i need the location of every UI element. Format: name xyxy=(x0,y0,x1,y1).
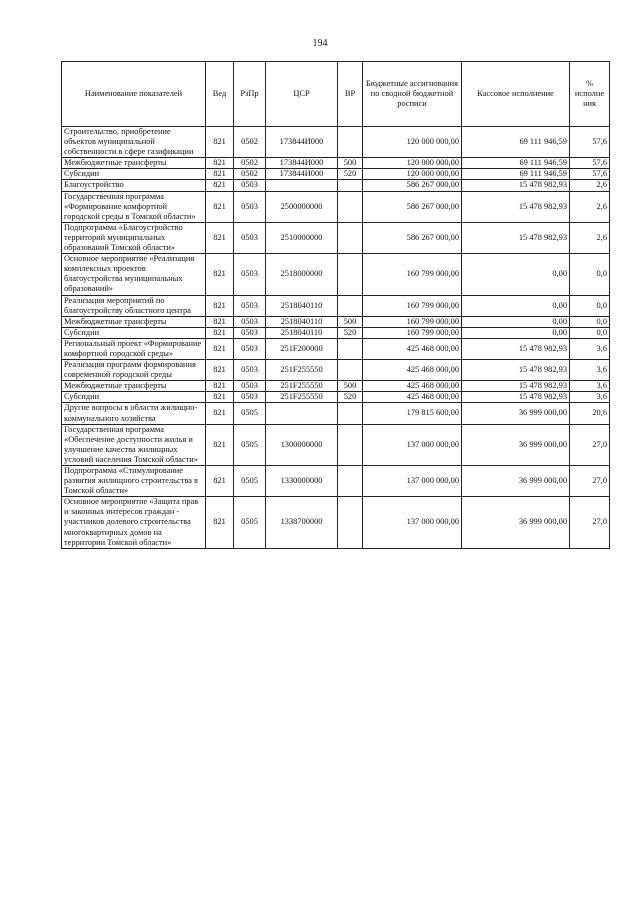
table-row xyxy=(62,327,610,338)
cell-exec: 36 999 000,00 xyxy=(462,424,570,465)
table-row xyxy=(62,158,610,169)
header-vr: ВР xyxy=(338,62,363,127)
cell-pct: 0,0 xyxy=(570,254,610,295)
cell-plan: 425 468 000,00 xyxy=(363,392,462,403)
cell-exec: 15 478 982,93 xyxy=(462,360,570,381)
cell-exec: 0,00 xyxy=(462,254,570,295)
cell-name: Строительство, приобретение объектов муниципальной собственности в сфере газификации xyxy=(62,127,206,158)
cell-rzpr: 0503 xyxy=(234,338,266,359)
cell-csr: 2518000000 xyxy=(266,254,338,295)
cell-plan: 137 000 000,00 xyxy=(363,424,462,465)
cell-vr xyxy=(338,360,363,381)
cell-vr: 500 xyxy=(338,158,363,169)
cell-csr: 1338700000 xyxy=(266,497,338,548)
table-row xyxy=(62,254,610,295)
cell-plan: 137 000 000,00 xyxy=(363,466,462,497)
table-row xyxy=(62,169,610,180)
cell-exec: 36 999 000,00 xyxy=(462,466,570,497)
cell-exec: 36 999 000,00 xyxy=(462,497,570,548)
cell-vr xyxy=(338,254,363,295)
cell-vr xyxy=(338,338,363,359)
table-row xyxy=(62,127,610,158)
cell-name: Государственная программа «Обеспечение доступности жилья и улучшение качества жилищных условий населения Томской области» xyxy=(62,424,206,465)
cell-name: Подпрограмма «Благоустройство территорий муниципальных образований Томской области» xyxy=(62,222,206,253)
cell-rzpr: 0503 xyxy=(234,191,266,222)
cell-pct: 0,0 xyxy=(570,316,610,327)
header-rzpr: РзПр xyxy=(234,62,266,127)
cell-rzpr: 0505 xyxy=(234,403,266,424)
cell-name: Межбюджетные трансферты xyxy=(62,381,206,392)
cell-pct: 3,6 xyxy=(570,392,610,403)
cell-pct: 2,6 xyxy=(570,191,610,222)
header-csr: ЦСР xyxy=(266,62,338,127)
cell-ved: 821 xyxy=(206,466,234,497)
cell-name: Благоустройство xyxy=(62,180,206,191)
cell-ved: 821 xyxy=(206,180,234,191)
cell-ved: 821 xyxy=(206,316,234,327)
cell-name: Государственная программа «Формирование комфортной городской среды в Томской области» xyxy=(62,191,206,222)
table-row xyxy=(62,316,610,327)
cell-exec: 15 478 982,93 xyxy=(462,191,570,222)
cell-exec: 0,00 xyxy=(462,295,570,316)
cell-exec: 0,00 xyxy=(462,316,570,327)
cell-ved: 821 xyxy=(206,424,234,465)
cell-rzpr: 0505 xyxy=(234,466,266,497)
cell-csr: 2518040110 xyxy=(266,295,338,316)
cell-vr xyxy=(338,127,363,158)
cell-exec: 69 111 946,59 xyxy=(462,169,570,180)
cell-csr: 251F255550 xyxy=(266,360,338,381)
cell-vr xyxy=(338,191,363,222)
cell-vr xyxy=(338,424,363,465)
table-row xyxy=(62,392,610,403)
cell-plan: 425 468 000,00 xyxy=(363,338,462,359)
cell-exec: 15 478 982,93 xyxy=(462,180,570,191)
cell-pct: 2,6 xyxy=(570,180,610,191)
cell-vr xyxy=(338,403,363,424)
header-name: Наименование показателей xyxy=(62,62,206,127)
cell-plan: 137 000 000,00 xyxy=(363,497,462,548)
cell-name: Реализация программ формирования современной городской среды xyxy=(62,360,206,381)
cell-plan: 586 267 000,00 xyxy=(363,191,462,222)
cell-ved: 821 xyxy=(206,327,234,338)
table-row xyxy=(62,360,610,381)
cell-exec: 15 478 982,93 xyxy=(462,381,570,392)
cell-pct: 20,6 xyxy=(570,403,610,424)
cell-pct: 0,0 xyxy=(570,327,610,338)
cell-rzpr: 0505 xyxy=(234,424,266,465)
cell-rzpr: 0505 xyxy=(234,497,266,548)
cell-exec: 69 111 946,59 xyxy=(462,127,570,158)
cell-rzpr: 0503 xyxy=(234,392,266,403)
cell-rzpr: 0503 xyxy=(234,360,266,381)
cell-pct: 57,6 xyxy=(570,169,610,180)
cell-vr xyxy=(338,295,363,316)
cell-ved: 821 xyxy=(206,254,234,295)
cell-plan: 586 267 000,00 xyxy=(363,222,462,253)
table-header-row xyxy=(62,62,610,127)
cell-ved: 821 xyxy=(206,360,234,381)
header-ved: Вед xyxy=(206,62,234,127)
cell-vr xyxy=(338,180,363,191)
cell-csr: 2510000000 xyxy=(266,222,338,253)
cell-pct: 27,0 xyxy=(570,424,610,465)
cell-ved: 821 xyxy=(206,222,234,253)
cell-csr: 2518040110 xyxy=(266,327,338,338)
cell-exec: 15 478 982,93 xyxy=(462,392,570,403)
cell-ved: 821 xyxy=(206,295,234,316)
table-row xyxy=(62,222,610,253)
cell-csr: 251F255550 xyxy=(266,381,338,392)
header-plan: Бюджетные ассигнования по сводной бюджетной росписи xyxy=(363,62,462,127)
table-row xyxy=(62,424,610,465)
cell-pct: 0,0 xyxy=(570,295,610,316)
cell-pct: 27,0 xyxy=(570,497,610,548)
cell-rzpr: 0503 xyxy=(234,180,266,191)
cell-exec: 36 999 000,00 xyxy=(462,403,570,424)
cell-csr: 251F200000 xyxy=(266,338,338,359)
cell-csr: 173844И000 xyxy=(266,169,338,180)
cell-name: Субсидии xyxy=(62,169,206,180)
cell-name: Основное мероприятие «Защита прав и законных интересов граждан - участников долевого строительства многоквартирных домов на территории Томской области» xyxy=(62,497,206,548)
cell-ved: 821 xyxy=(206,497,234,548)
cell-rzpr: 0503 xyxy=(234,381,266,392)
cell-pct: 57,6 xyxy=(570,127,610,158)
cell-csr xyxy=(266,180,338,191)
cell-plan: 160 799 000,00 xyxy=(363,254,462,295)
cell-rzpr: 0502 xyxy=(234,127,266,158)
cell-rzpr: 0503 xyxy=(234,222,266,253)
cell-exec: 0,00 xyxy=(462,327,570,338)
cell-ved: 821 xyxy=(206,392,234,403)
cell-name: Основное мероприятие «Реализация комплексных проектов благоустройства муниципальных образований» xyxy=(62,254,206,295)
cell-pct: 27,0 xyxy=(570,466,610,497)
cell-csr: 173844И000 xyxy=(266,158,338,169)
cell-csr: 1300000000 xyxy=(266,424,338,465)
header-exec: Кассовое исполнение xyxy=(462,62,570,127)
cell-ved: 821 xyxy=(206,169,234,180)
cell-vr xyxy=(338,497,363,548)
cell-plan: 160 799 000,00 xyxy=(363,316,462,327)
cell-name: Субсидии xyxy=(62,392,206,403)
cell-name: Межбюджетные трансферты xyxy=(62,316,206,327)
cell-name: Субсидии xyxy=(62,327,206,338)
table-row xyxy=(62,295,610,316)
cell-vr: 500 xyxy=(338,316,363,327)
cell-name: Межбюджетные трансферты xyxy=(62,158,206,169)
cell-csr: 251F255550 xyxy=(266,392,338,403)
page-number: 194 xyxy=(312,38,328,49)
table-row xyxy=(62,403,610,424)
cell-csr: 1330000000 xyxy=(266,466,338,497)
cell-exec: 15 478 982,93 xyxy=(462,222,570,253)
table-row xyxy=(62,466,610,497)
table-row xyxy=(62,191,610,222)
cell-ved: 821 xyxy=(206,403,234,424)
cell-rzpr: 0502 xyxy=(234,158,266,169)
cell-csr: 2500000000 xyxy=(266,191,338,222)
header-pct: % исполне ния xyxy=(570,62,610,127)
cell-vr: 520 xyxy=(338,327,363,338)
cell-ved: 821 xyxy=(206,158,234,169)
cell-pct: 57,6 xyxy=(570,158,610,169)
table-row xyxy=(62,381,610,392)
table-row xyxy=(62,497,610,548)
budget-table xyxy=(61,61,610,549)
cell-name: Реализация мероприятий по благоустройству областного центра xyxy=(62,295,206,316)
table-row xyxy=(62,338,610,359)
cell-rzpr: 0502 xyxy=(234,169,266,180)
cell-pct: 3,6 xyxy=(570,360,610,381)
cell-plan: 120 000 000,00 xyxy=(363,169,462,180)
cell-vr: 500 xyxy=(338,381,363,392)
cell-rzpr: 0503 xyxy=(234,295,266,316)
cell-plan: 160 799 000,00 xyxy=(363,327,462,338)
cell-name: Региональный проект «Формирование комфортной городской среды» xyxy=(62,338,206,359)
cell-vr xyxy=(338,466,363,497)
cell-pct: 3,6 xyxy=(570,338,610,359)
cell-plan: 160 799 000,00 xyxy=(363,295,462,316)
cell-csr: 2518040110 xyxy=(266,316,338,327)
cell-ved: 821 xyxy=(206,338,234,359)
cell-plan: 179 815 600,00 xyxy=(363,403,462,424)
cell-pct: 3,6 xyxy=(570,381,610,392)
cell-ved: 821 xyxy=(206,191,234,222)
cell-rzpr: 0503 xyxy=(234,316,266,327)
cell-ved: 821 xyxy=(206,127,234,158)
cell-plan: 425 468 000,00 xyxy=(363,381,462,392)
table-row xyxy=(62,180,610,191)
cell-rzpr: 0503 xyxy=(234,327,266,338)
cell-plan: 425 468 000,00 xyxy=(363,360,462,381)
cell-exec: 15 478 982,93 xyxy=(462,338,570,359)
cell-plan: 120 000 000,00 xyxy=(363,127,462,158)
cell-vr xyxy=(338,222,363,253)
cell-vr: 520 xyxy=(338,169,363,180)
cell-csr xyxy=(266,403,338,424)
cell-csr: 173844И000 xyxy=(266,127,338,158)
cell-plan: 586 267 000,00 xyxy=(363,180,462,191)
cell-name: Другие вопросы в области жилищно-коммунального хозяйства xyxy=(62,403,206,424)
cell-rzpr: 0503 xyxy=(234,254,266,295)
cell-vr: 520 xyxy=(338,392,363,403)
cell-name: Подпрограмма «Стимулирование развития жилищного строительства в Томской области» xyxy=(62,466,206,497)
cell-exec: 69 111 946,59 xyxy=(462,158,570,169)
cell-ved: 821 xyxy=(206,381,234,392)
cell-pct: 2,6 xyxy=(570,222,610,253)
cell-plan: 120 000 000,00 xyxy=(363,158,462,169)
